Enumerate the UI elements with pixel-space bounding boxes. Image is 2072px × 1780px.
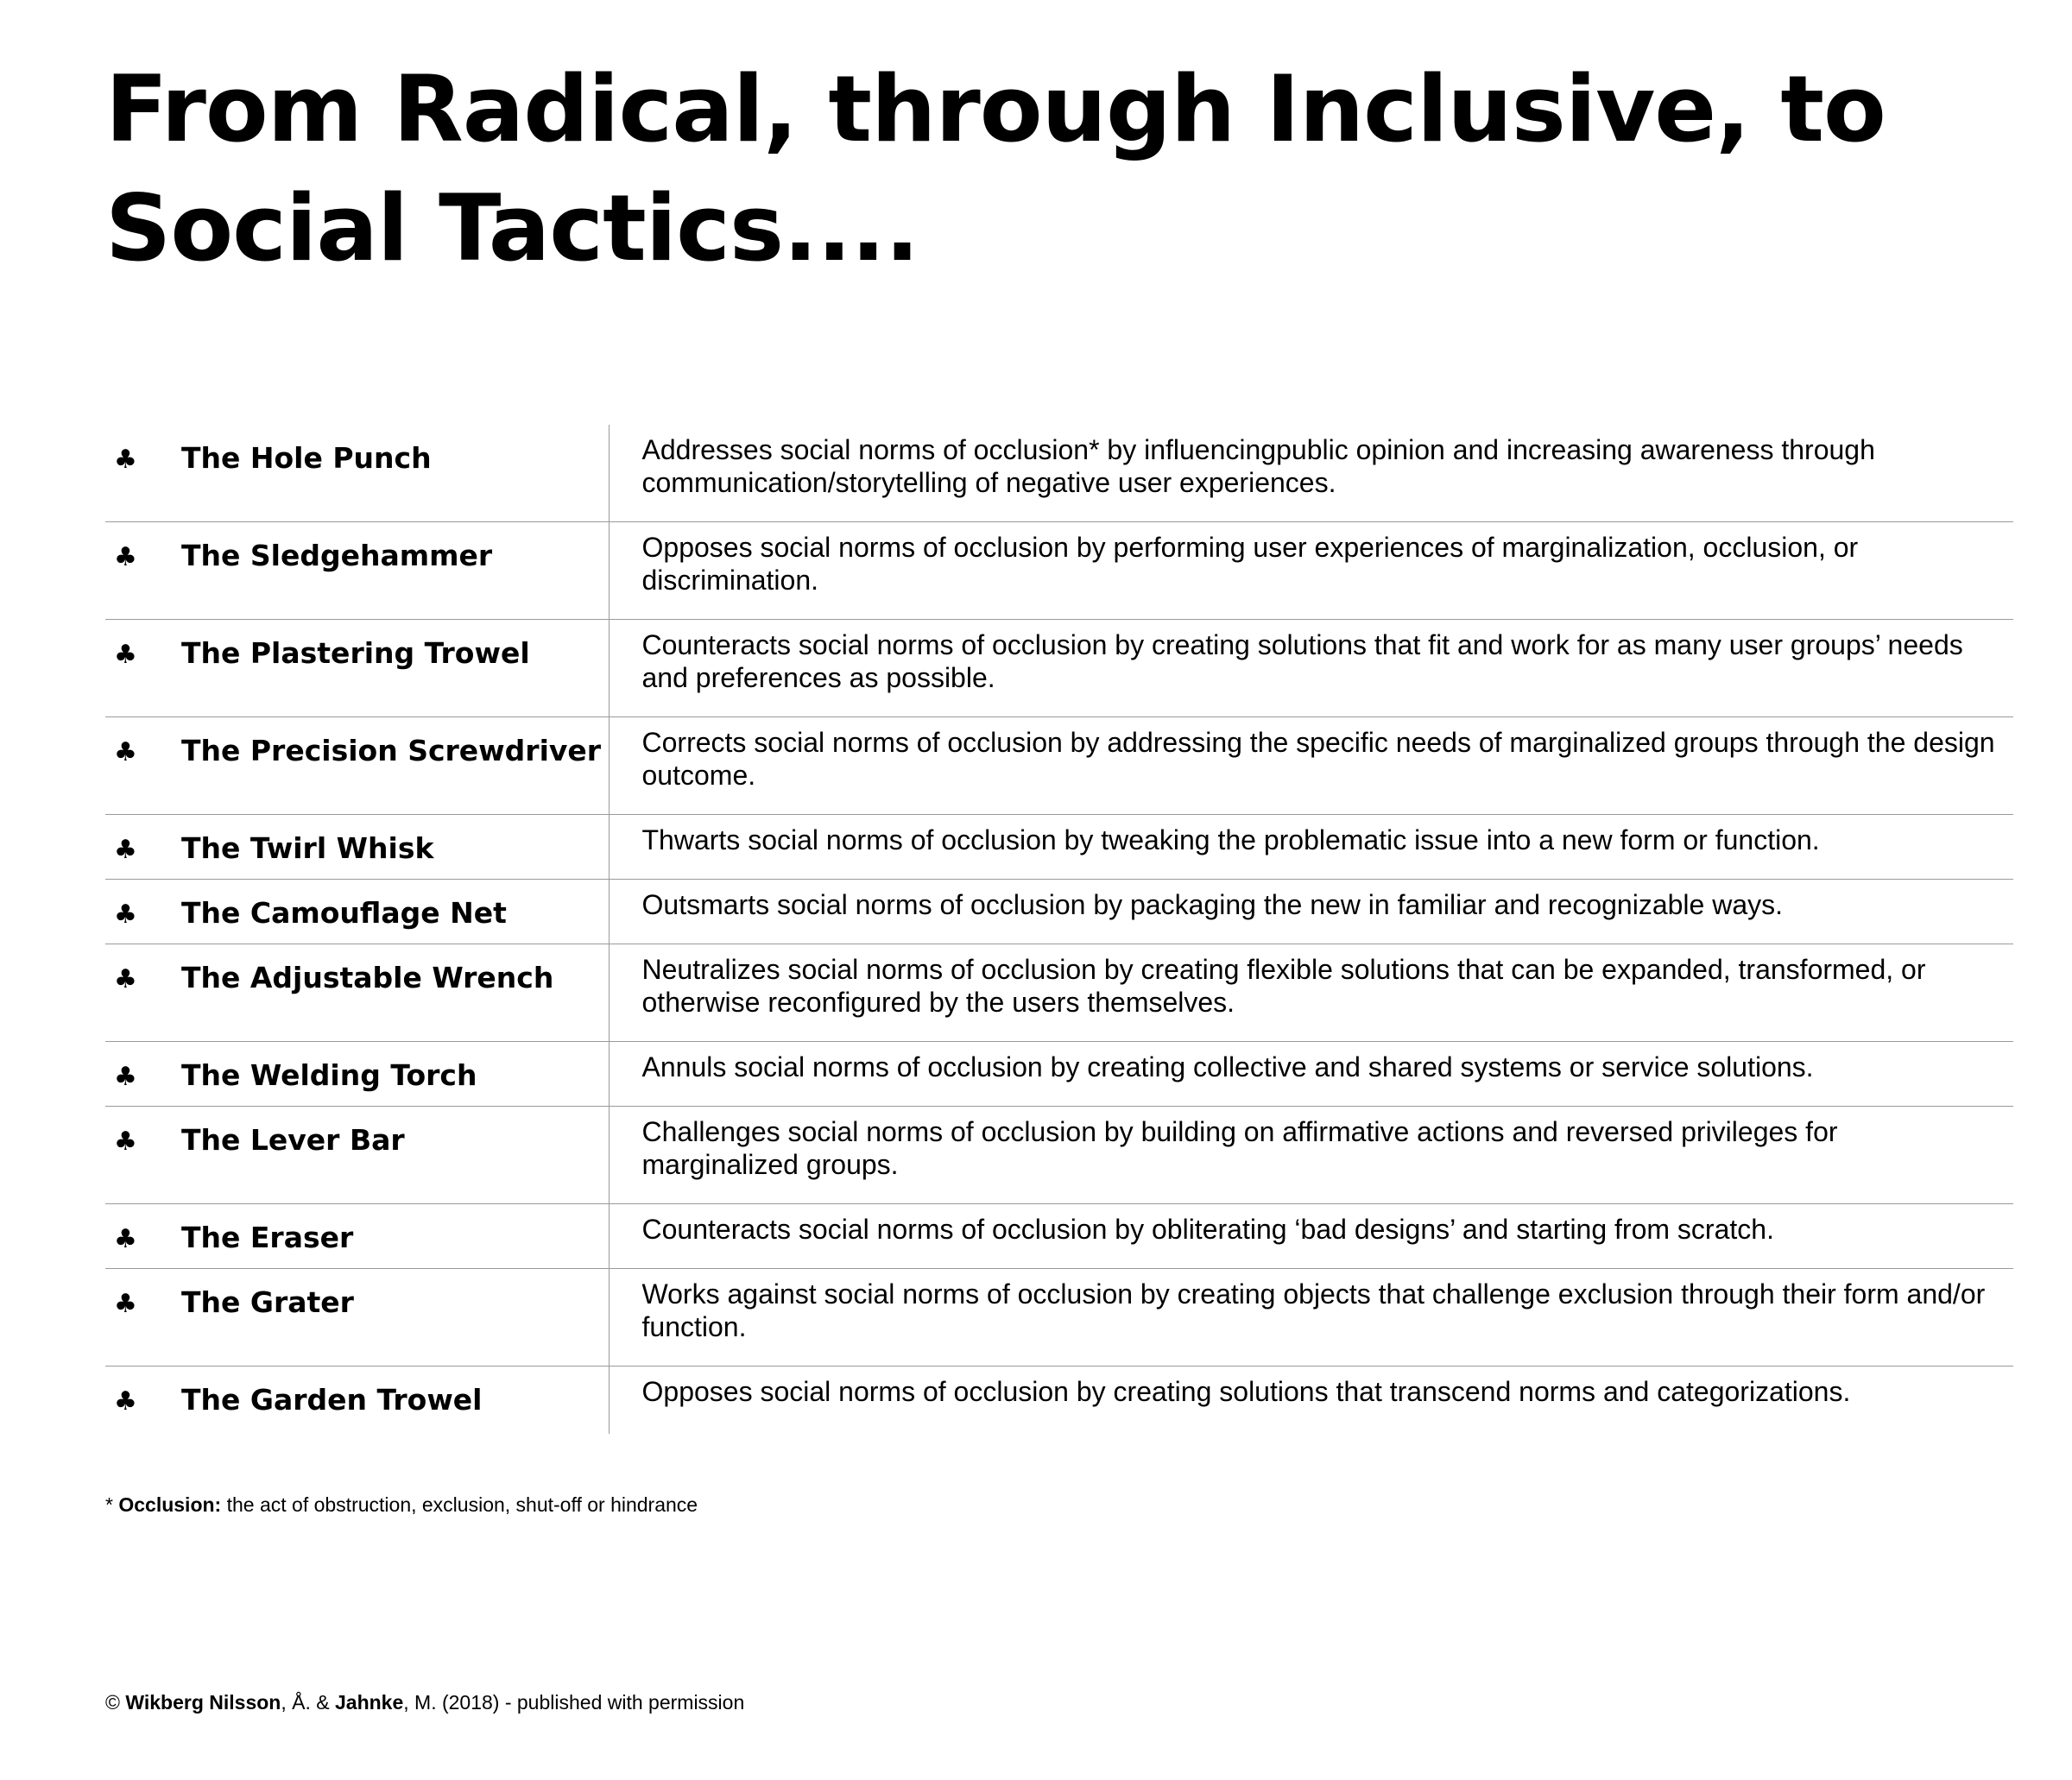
credit-author-2-details: , M. (2018) - published with permission [403, 1691, 745, 1714]
footnote-definition: the act of obstruction, exclusion, shut-off or hindrance [221, 1493, 698, 1516]
club-icon: ♣ [105, 620, 181, 717]
tactic-row [105, 1204, 2013, 1269]
tactic-description: Counteracts social norms of occlusion by creating solutions that fit and work for as many user groups’ needs and preferences as possible. [609, 620, 2013, 717]
credit-author-2: Jahnke [334, 1691, 404, 1714]
tactic-name: The Eraser [181, 1204, 609, 1269]
tactic-description: Opposes social norms of occlusion by performing user experiences of marginalization, occlusion, or discrimination. [609, 522, 2013, 620]
footnote-term: Occlusion: [118, 1493, 222, 1516]
tactic-row [105, 944, 2013, 1042]
tactic-name: The Plastering Trowel [181, 620, 609, 717]
tactic-description: Works against social norms of occlusion by creating objects that challenge exclusion through their form and/or function. [609, 1269, 2013, 1367]
tactic-row [105, 815, 2013, 880]
tactic-row [105, 620, 2013, 717]
tactic-description: Counteracts social norms of occlusion by obliterating ‘bad designs’ and starting from scratch. [609, 1204, 2013, 1269]
tactic-description: Corrects social norms of occlusion by addressing the specific needs of marginalized groups through the design outcome. [609, 717, 2013, 815]
club-icon: ♣ [105, 1367, 181, 1435]
tactic-row [105, 717, 2013, 815]
club-icon: ♣ [105, 717, 181, 815]
club-icon: ♣ [105, 1204, 181, 1269]
tactic-row [105, 1269, 2013, 1367]
tactic-description: Neutralizes social norms of occlusion by creating flexible solutions that can be expanded, transformed, or otherwise reconfigured by the users themselves. [609, 944, 2013, 1042]
credit-author-1-initial: , Å. & [281, 1691, 335, 1714]
page-title: From Radical, through Inclusive, to Social Tactics.... [105, 56, 1886, 281]
tactic-row [105, 1367, 2013, 1435]
tactic-row [105, 1107, 2013, 1204]
tactic-name: The Adjustable Wrench [181, 944, 609, 1042]
tactic-description: Outsmarts social norms of occlusion by packaging the new in familiar and recognizable ways. [609, 880, 2013, 944]
tactic-row [105, 880, 2013, 944]
credit-author-1: Wikberg Nilsson [125, 1691, 281, 1714]
club-icon: ♣ [105, 1107, 181, 1204]
tactic-name: The Precision Screwdriver [181, 717, 609, 815]
footnote [105, 1492, 698, 1518]
club-icon: ♣ [114, 445, 137, 475]
footnote-asterisk: * [105, 1493, 119, 1516]
tactic-name: The Hole Punch [181, 425, 609, 522]
tactic-name: The Lever Bar [181, 1107, 609, 1204]
tactic-row [105, 522, 2013, 620]
copyright-credit [105, 1689, 744, 1715]
tactic-name: The Sledgehammer [181, 522, 609, 620]
tactic-description: Opposes social norms of occlusion by creating solutions that transcend norms and categorizations. [609, 1367, 2013, 1435]
tactic-name: The Camouflage Net [181, 880, 609, 944]
tactic-description: Thwarts social norms of occlusion by tweaking the problematic issue into a new form or function. [609, 815, 2013, 880]
club-icon: ♣ [105, 815, 181, 880]
tactic-name: The Garden Trowel [181, 1367, 609, 1435]
tactic-name: The Welding Torch [181, 1042, 609, 1107]
tactic-description: Addresses social norms of occlusion* by influencingpublic opinion and increasing awareness through communication/storytelling of negative user experiences. [641, 434, 1875, 498]
tactic-row [105, 425, 2013, 522]
tactic-row [105, 1042, 2013, 1107]
tactic-name: The Grater [181, 1269, 609, 1367]
club-icon: ♣ [105, 1269, 181, 1367]
tactic-name: The Twirl Whisk [181, 815, 609, 880]
tactic-description: Challenges social norms of occlusion by building on affirmative actions and reversed privileges for marginalized groups. [609, 1107, 2013, 1204]
club-icon: ♣ [105, 522, 181, 620]
club-icon: ♣ [105, 1042, 181, 1107]
tactics-table [105, 425, 2013, 1434]
club-icon: ♣ [105, 944, 181, 1042]
tactic-description: Annuls social norms of occlusion by creating collective and shared systems or service solutions. [609, 1042, 2013, 1107]
club-icon: ♣ [105, 880, 181, 944]
copyright-symbol: © [105, 1691, 126, 1714]
